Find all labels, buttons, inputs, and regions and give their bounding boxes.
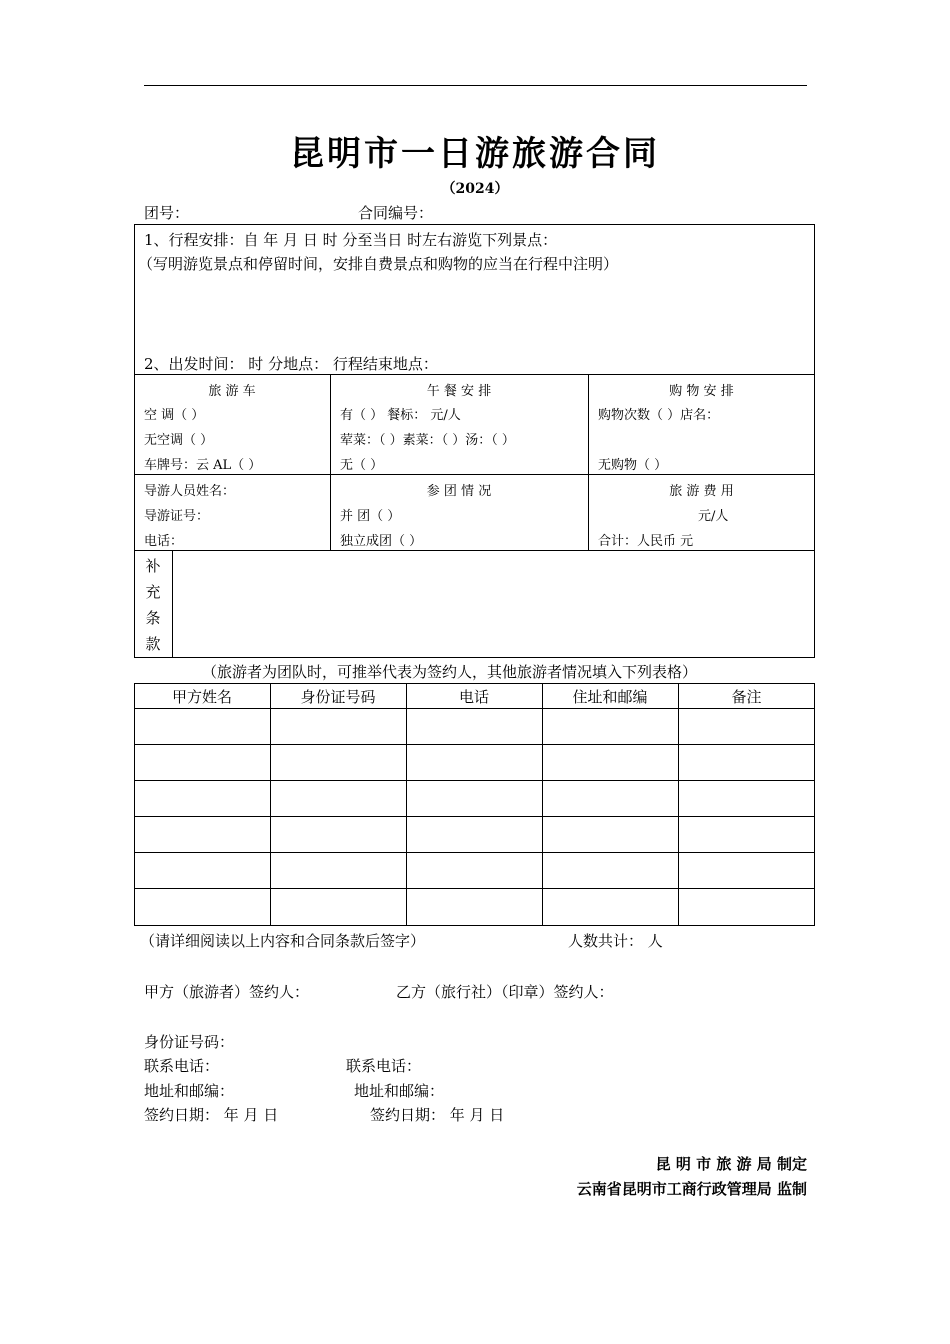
supplement-char: 补 — [145, 557, 161, 575]
itinerary-line-1: 1、行程安排：自 年 月 日 时 分至当日 时左右游览下列景点： — [144, 231, 558, 249]
divider — [172, 550, 173, 658]
col-header-id: 身份证号码 — [300, 688, 376, 706]
party-b-signer: 乙方（旅行社）（印章）签约人： — [396, 983, 614, 1001]
fee-heading: 旅 游 费 用 — [669, 484, 734, 499]
supplement-char: 条 — [145, 609, 161, 627]
supplement-char: 款 — [145, 635, 161, 653]
table-row-line — [134, 888, 815, 889]
divider — [134, 374, 815, 375]
table-col-line — [678, 683, 679, 926]
group-no-label: 团号： — [144, 204, 190, 222]
bus-heading: 旅 游 车 — [208, 384, 256, 399]
lunch-heading: 午 餐 安 排 — [426, 384, 492, 399]
group-heading: 参 团 情 况 — [426, 484, 492, 499]
table-row-line — [134, 852, 815, 853]
party-a-signer: 甲方（旅游者）签约人： — [144, 983, 310, 1001]
group-joined: 并 团（ ） — [340, 509, 401, 524]
top-rule — [144, 85, 807, 86]
divider — [134, 474, 815, 475]
shopping-heading: 购 物 安 排 — [669, 384, 734, 399]
address-a-label: 地址和邮编： — [144, 1082, 235, 1100]
footer-supervisor: 云南省昆明市工商行政管理局 监制 — [576, 1180, 807, 1198]
date-a-label: 签约日期： 年 月 日 — [144, 1106, 279, 1124]
guide-name: 导游人员姓名： — [144, 484, 236, 499]
contract-no-label: 合同编号： — [358, 204, 434, 222]
id-number-label: 身份证号码： — [144, 1033, 235, 1051]
fee-total: 合计：人民币 元 — [598, 534, 694, 549]
table-row-line — [134, 708, 815, 709]
phone-b-label: 联系电话： — [346, 1057, 422, 1075]
shopping-times: 购物次数（ ）店名： — [598, 408, 720, 423]
read-note: （请详细阅读以上内容和合同条款后签字） — [140, 932, 426, 950]
person-count: 人数共计： 人 — [568, 932, 663, 950]
lunch-none: 无（ ） — [340, 458, 384, 473]
itinerary-line-2: （写明游览景点和停留时间，安排自费景点和购物的应当在行程中注明） — [138, 255, 619, 273]
guide-license: 导游证号： — [144, 509, 210, 524]
table-row-line — [134, 780, 815, 781]
traveler-table — [134, 683, 815, 926]
col-header-name: 甲方姓名 — [171, 688, 232, 706]
footer-issuer: 昆 明 市 旅 游 局 制定 — [655, 1155, 807, 1173]
date-b-label: 签约日期： 年 月 日 — [370, 1106, 505, 1124]
shopping-none: 无购物（ ） — [598, 458, 668, 473]
guide-phone: 电话： — [144, 534, 184, 549]
lunch-dishes: 荤菜：（ ）素菜：（ ）汤：（ ） — [340, 433, 515, 448]
bus-ac: 空 调（ ） — [144, 408, 205, 423]
page-title: 昆明市一日游旅游合同 — [290, 134, 660, 174]
divider — [134, 550, 815, 551]
bus-plate: 车牌号：云 AL（ ） — [144, 458, 262, 473]
table-col-line — [406, 683, 407, 926]
col-header-phone: 电话 — [458, 688, 489, 706]
bus-no-ac: 无空调（ ） — [144, 433, 214, 448]
group-independent: 独立成团（ ） — [340, 534, 423, 549]
lunch-has: 有（ ） 餐标： 元/人 — [340, 408, 461, 423]
divider — [330, 374, 331, 550]
table-row-line — [134, 816, 815, 817]
table-col-line — [542, 683, 543, 926]
table-col-line — [270, 683, 271, 926]
divider — [588, 374, 589, 550]
col-header-address: 住址和邮编 — [572, 688, 648, 706]
table-row-line — [134, 744, 815, 745]
col-header-remarks: 备注 — [731, 688, 762, 706]
supplement-char: 充 — [145, 583, 161, 601]
itinerary-line-3: 2、出发时间： 时 分地点： 行程结束地点： — [144, 355, 438, 373]
supplement-label — [143, 553, 163, 657]
fee-per-person: 元/人 — [698, 509, 729, 524]
traveler-note: （旅游者为团队时，可推举代表为签约人，其他旅游者情况填入下列表格） — [202, 663, 698, 681]
phone-a-label: 联系电话： — [144, 1057, 220, 1075]
address-b-label: 地址和邮编： — [354, 1082, 445, 1100]
year-label: （2024） — [441, 181, 509, 197]
